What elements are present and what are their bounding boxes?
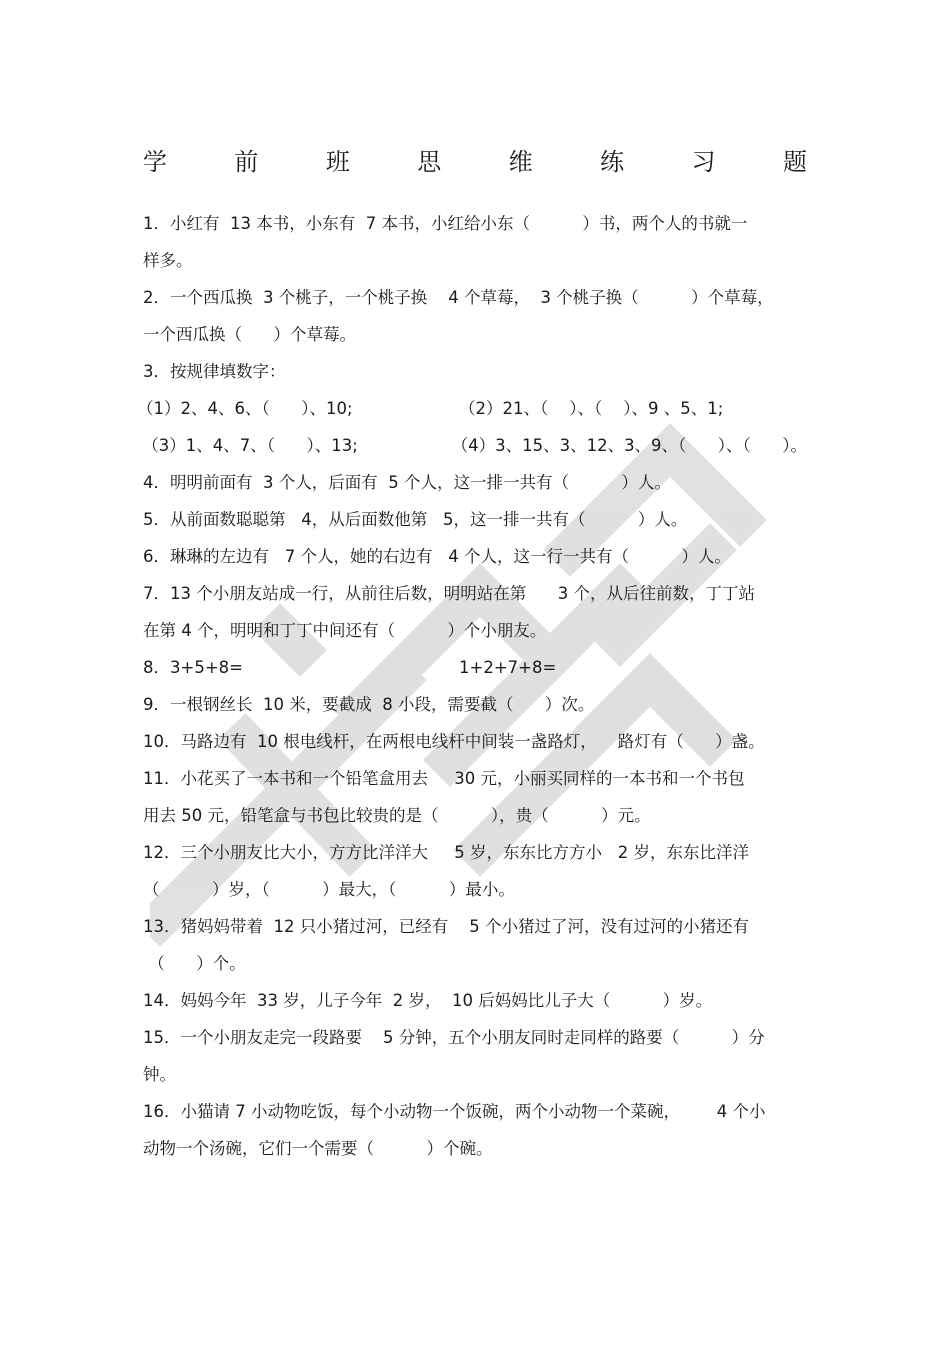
text-line: 15．一个小朋友走完一段路要 5 分钟，五个小朋友同时走同样的路要（ ）分 [143,1028,765,1047]
text-line: 11．小花买了一本书和一个铅笔盒用去 30 元，小丽买同样的一本书和一个书包 [143,769,745,788]
calc-left: 8．3+5+8= [143,658,243,677]
text-line: （ ）个。 [143,954,246,973]
text-line: （ ）岁，（ ）最大，（ ）最小。 [143,880,515,899]
text-line: 用去 50 元，铅笔盒与书包比较贵的是（ ），贵（ ）元。 [143,806,651,825]
text-line: 16．小猫请 7 小动物吃饭，每个小动物一个饭碗，两个小动物一个菜碗， 4 个小 [143,1102,766,1121]
question-block-3 [143,686,807,1167]
text-line: 一个西瓜换（ ）个草莓。 [143,325,356,344]
calc-row [143,649,807,686]
text-line: 13．猪妈妈带着 12 只小猪过河，已经有 5 个小猪过了河，没有过河的小猪还有 [143,917,749,936]
text-line: 3．按规律填数字： [143,362,286,381]
worksheet-content [137,205,807,1167]
text-line: 钟。 [143,1065,176,1084]
sequence-row [137,427,807,464]
question-block-2 [143,464,807,649]
title-char: 习 [691,148,716,176]
text-line: 4．明明前面有 3 个人，后面有 5 个人，这一排一共有（ ）人。 [143,473,671,492]
text-line: 动物一个汤碗，它们一个需要（ ）个碗。 [143,1139,493,1158]
title-char: 思 [417,148,442,176]
text-line: 6．琳琳的左边有 7 个人，她的右边有 4 个人，这一行一共有（ ）人。 [143,547,731,566]
sequence-left: （1）2、4、6、（ ）、10; [137,399,353,418]
text-line: 样多。 [143,251,193,270]
title-char: 题 [782,148,807,176]
text-line: 10．马路边有 10 根电线杆，在两根电线杆中间装一盏路灯， 路灯有（ ）盏。 [143,732,765,751]
title-char: 维 [508,148,533,176]
text-line: 7．13 个小朋友站成一行，从前往后数，明明站在第 3 个，从后往前数，丁丁站 [143,584,755,603]
text-line: 2．一个西瓜换 3 个桃子，一个桃子换 4 个草莓， 3 个桃子换（ ）个草莓， [143,288,774,307]
text-line: 12．三个小朋友比大小，方方比洋洋大 5 岁，东东比方方小 2 岁，东东比洋洋 [143,843,749,862]
text-line: 9．一根钢丝长 10 米，要截成 8 小段，需要截（ ）次。 [143,695,595,714]
title-char: 练 [600,148,625,176]
worksheet-title [143,142,807,177]
title-char: 学 [143,148,167,176]
text-line: 14．妈妈今年 33 岁，儿子今年 2 岁， 10 后妈妈比儿子大（ ）岁。 [143,991,713,1010]
text-line: 在第 4 个，明明和丁丁中间还有（ ）个小朋友。 [143,621,547,640]
sequence-right: （4）3、15、3、12、3、9、（ ）、（ ）。 [451,436,807,455]
sequence-left: （3）1、4、7、（ ）、13; [137,436,358,455]
text-line: 1．小红有 13 本书，小东有 7 本书，小红给小东（ ）书，两个人的书就一 [143,214,748,233]
calc-right: 1+2+7+8= [459,658,557,677]
title-char: 前 [234,148,259,176]
sequence-right: （2）21、（ ）、（ ）、9 、5、1; [459,399,724,418]
text-line: 5．从前面数聪聪第 4，从后面数他第 5，这一排一共有（ ）人。 [143,510,688,529]
sequence-row [137,390,807,427]
title-char: 班 [325,148,350,176]
question-block-1 [143,205,807,390]
